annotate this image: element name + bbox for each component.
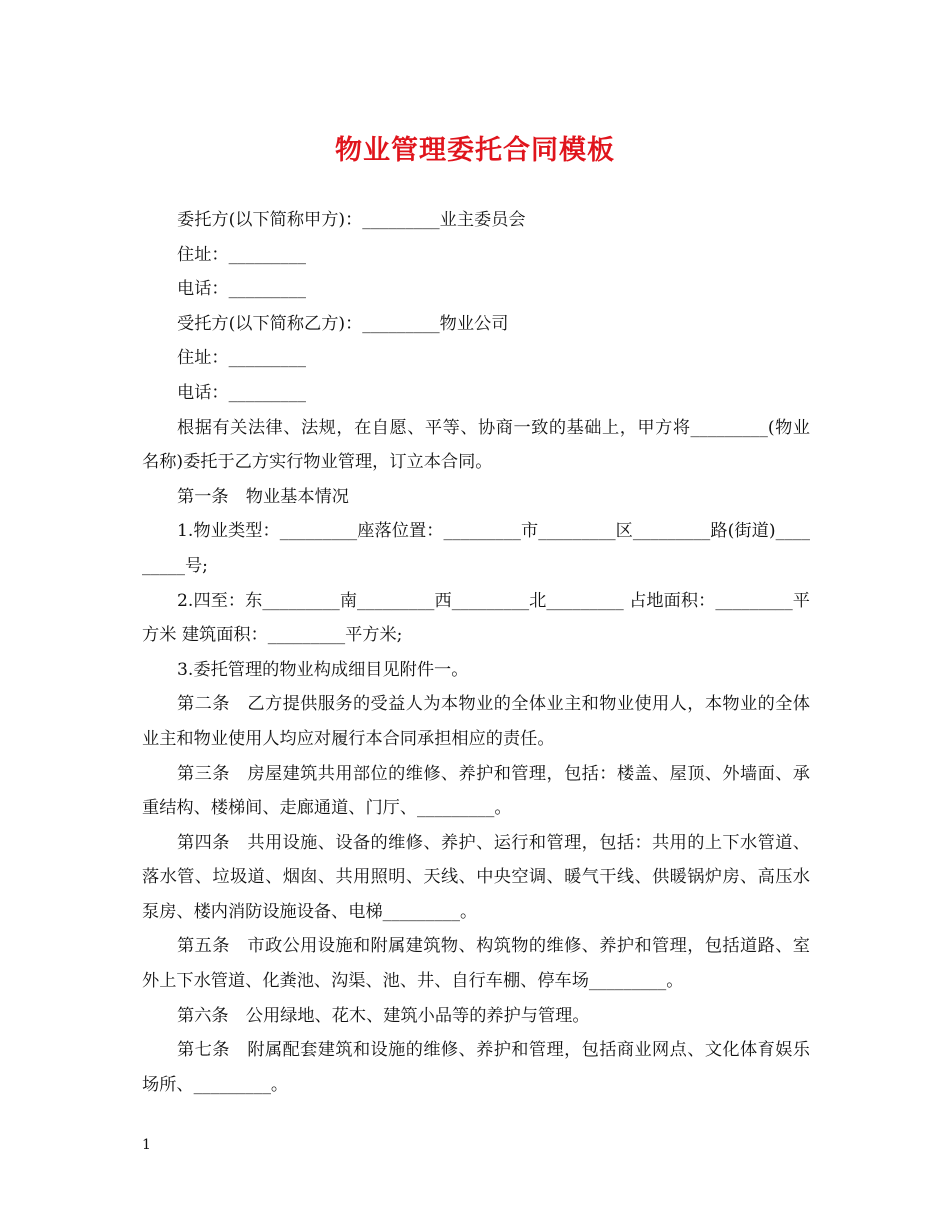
party-b-phone: 电话：_________ xyxy=(177,382,306,403)
article-1-heading: 第一条 物业基本情况 xyxy=(177,486,349,507)
article-5: 第五条 市政公用设施和附属建筑物、构筑物的维修、养护和管理，包括道路、室外上下水管道、化粪池、沟渠、池、井、自行车棚、停车场_________。 xyxy=(142,936,810,992)
article-1-item-3: 3.委托管理的物业构成细目见附件一。 xyxy=(177,659,469,680)
article-6: 第六条 公用绿地、花木、建筑小品等的养护与管理。 xyxy=(177,1005,590,1026)
party-b-address: 住址：_________ xyxy=(177,348,306,369)
article-1-item-1: 1.物业类型：_________座落位置：_________市_________区_________路(街道)_________号; xyxy=(142,521,810,576)
article-1-item-2: 2.四至：东_________南_________西_________北_________ 占地面积：_________平方米 建筑面积：_________平方米; xyxy=(142,590,810,646)
document-title: 物业管理委托合同模板 xyxy=(335,135,615,166)
party-b: 受托方(以下简称乙方)：_________物业公司 xyxy=(177,313,509,334)
article-2: 第二条 乙方提供服务的受益人为本物业的全体业主和物业使用人，本物业的全体业主和物业使用人均应对履行本合同承担相应的责任。 xyxy=(142,694,810,749)
party-a-address: 住址：_________ xyxy=(177,244,306,265)
article-3: 第三条 房屋建筑共用部位的维修、养护和管理，包括：楼盖、屋顶、外墙面、承重结构、楼梯间、走廊通道、门厅、_________。 xyxy=(142,763,810,819)
article-7: 第七条 附属配套建筑和设施的维修、养护和管理，包括商业网点、文化体育娱乐场所、_________。 xyxy=(142,1040,810,1095)
preamble-paragraph: 根据有关法律、法规，在自愿、平等、协商一致的基础上，甲方将_________(物业名称)委托于乙方实行物业管理，订立本合同。 xyxy=(142,417,810,473)
party-a: 委托方(以下简称甲方)：_________业主委员会 xyxy=(177,210,526,230)
page-number: 1 xyxy=(142,1137,151,1153)
party-a-phone: 电话：_________ xyxy=(177,279,306,300)
document-body xyxy=(142,203,810,1102)
article-4: 第四条 共用设施、设备的维修、养护、运行和管理，包括：共用的上下水管道、落水管、垃圾道、烟囱、共用照明、天线、中央空调、暖气干线、供暖锅炉房、高压水泵房、楼内消防设施设备、电梯_________。 xyxy=(142,832,810,922)
